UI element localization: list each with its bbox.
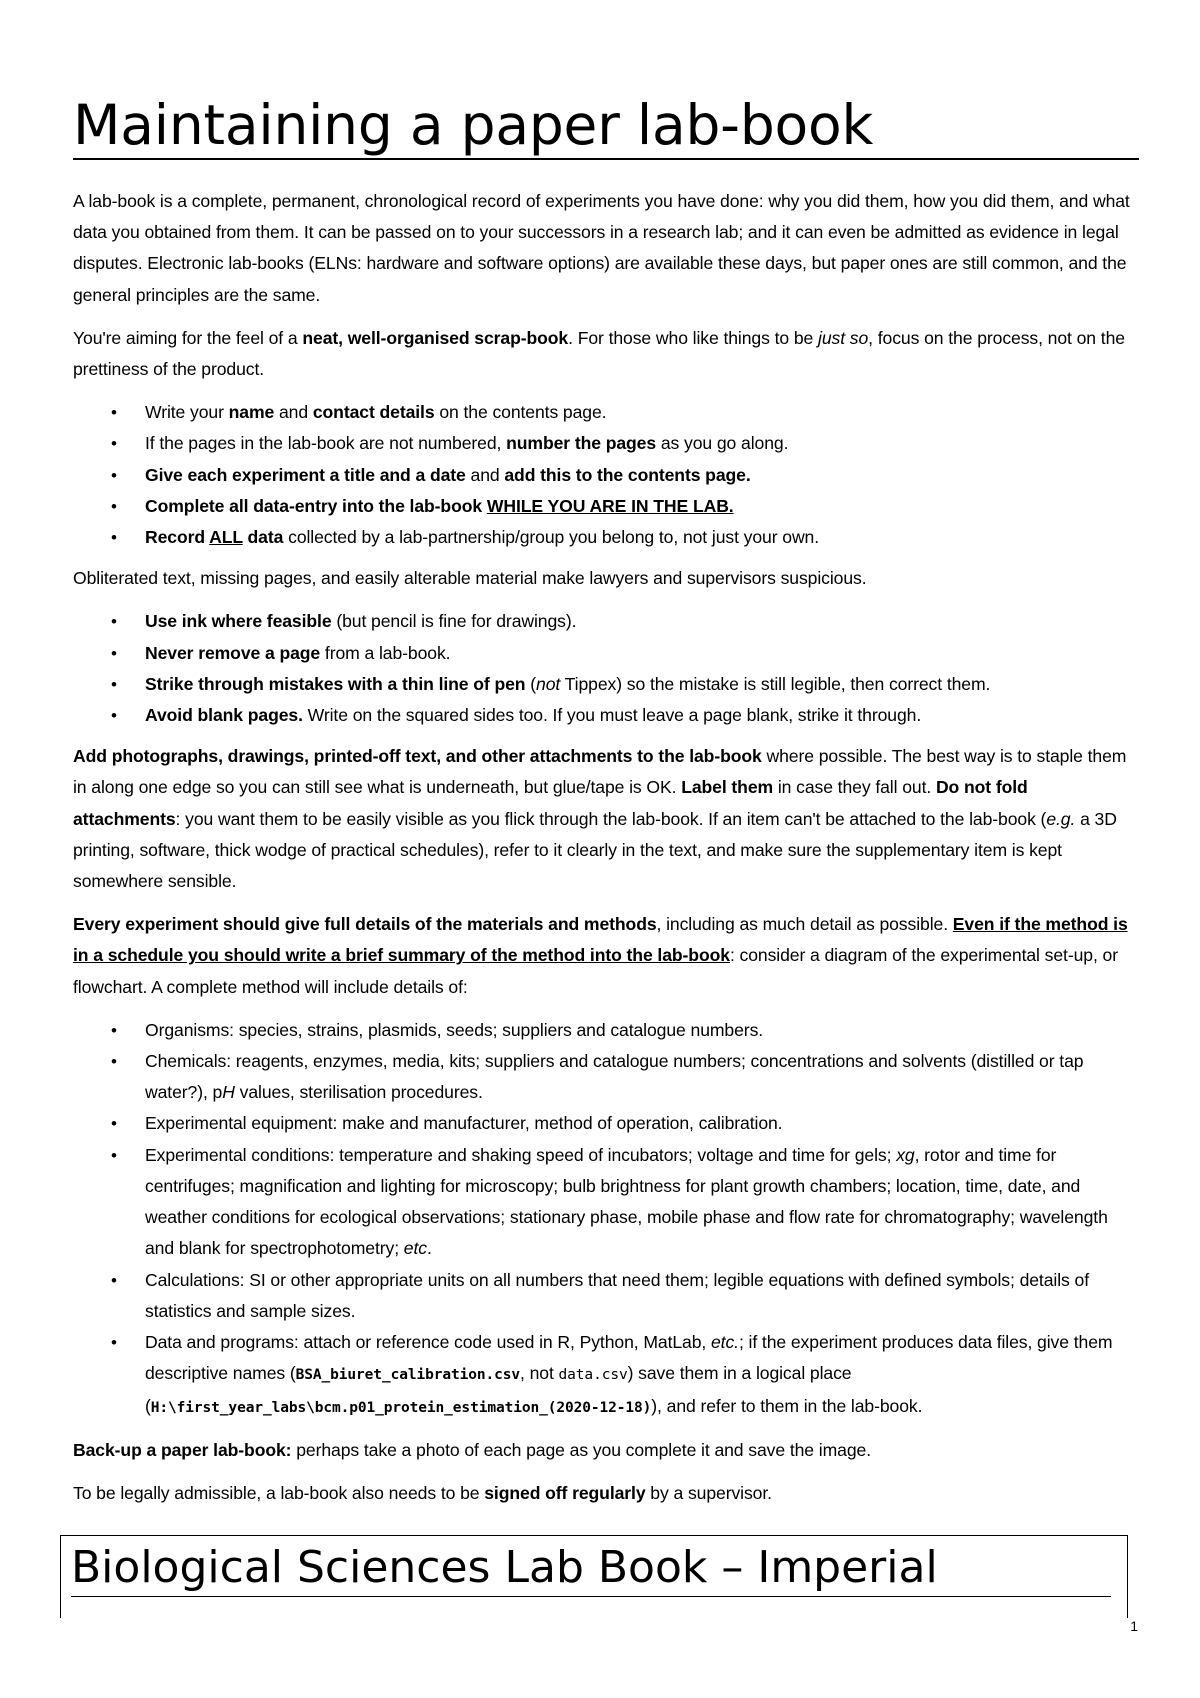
list-item: • If the pages in the lab-book are not numbered, number the pages as you go along. [73, 428, 1139, 459]
list-item: • Calculations: SI or other appropriate units on all numbers that need them; legible equations with defined symbols; details of statistics and sample sizes. [73, 1265, 1139, 1327]
backup-paragraph: Back-up a paper lab-book: perhaps take a photo of each page as you complete it and save the image. [73, 1439, 871, 1460]
page-title: Maintaining a paper lab-book [73, 92, 1139, 160]
list-item: • Give each experiment a title and a date and add this to the contents page. [73, 460, 1139, 491]
list-item: • Use ink where feasible (but pencil is fine for drawings). [73, 606, 1139, 637]
list-item: • Strike through mistakes with a thin line of pen (not Tippex) so the mistake is still legible, then correct them. [73, 669, 1139, 700]
list-item: • Chemicals: reagents, enzymes, media, kits; suppliers and catalogue numbers; concentrations and solvents (distilled or tap water?), pH values, sterilisation procedures. [73, 1046, 1139, 1108]
basics-list [73, 397, 1139, 553]
list-item: • Experimental conditions: temperature and shaking speed of incubators; voltage and time for gels; xg, rotor and time for centrifuges; magnification and lighting for microscopy; bulb brightness for plant growth chambers; location, time, date, and weather conditions for ecological observations; stationary phase, mobile phase and flow rate for chromatography; wavelength and blank for spectrophotometry; etc. [73, 1140, 1139, 1265]
italic-run: just so [818, 327, 869, 348]
list-item: • Organisms: species, strains, plasmids, seeds; suppliers and catalogue numbers. [73, 1015, 1139, 1046]
suspicion-paragraph: Obliterated text, missing pages, and easily alterable material make lawyers and supervisors suspicious. [73, 568, 867, 589]
list-item: • Avoid blank pages. Write on the squared sides too. If you must leave a page blank, strike it through. [73, 700, 1139, 731]
list-item: • Write your name and contact details on the contents page. [73, 397, 1139, 428]
list-item: • Never remove a page from a lab-book. [73, 638, 1139, 669]
ink-list [73, 606, 1139, 731]
signoff-paragraph: To be legally admissible, a lab-book also needs to be signed off regularly by a supervisor. [73, 1482, 772, 1503]
list-item: • Experimental equipment: make and manufacturer, method of operation, calibration. [73, 1108, 1139, 1139]
text-run: You're aiming for the feel of a [73, 327, 303, 348]
text-run: , focus on the process, not on the prettiness of the product. [73, 327, 1125, 380]
page-number: 1 [1130, 1618, 1138, 1634]
bold-run: neat, well-organised scrap-book [302, 327, 569, 348]
attachments-paragraph: Add photographs, drawings, printed-off text, and other attachments to the lab-book where possible. The best way is to staple them in along one edge so you can still see what is underneath, but glue/tape is OK. Label them in case they fall out. Do not fold attachments: you want them to be easily visible as you flick through the lab-book. If an item can't be attached to the lab-book (e.g. a 3D printing, software, thick wodge of practical schedules), refer to it clearly in the text, and make sure the supplementary item is kept somewhere sensible. [73, 746, 1127, 892]
list-item: • Record ALL data collected by a lab-partnership/group you belong to, not just your own. [73, 522, 1139, 553]
list-item: • Complete all data-entry into the lab-book WHILE YOU ARE IN THE LAB. [73, 491, 1139, 522]
method-details-list [73, 1015, 1139, 1425]
text-run: . For those who like things to be [568, 327, 819, 348]
intro-paragraph: A lab-book is a complete, permanent, chronological record of experiments you have done: why you did them, how you did them, and what data you obtained from them. It can be passed on to your successors in a research lab; and it can even be admitted as evidence in legal disputes. Electronic lab-books (ELNs: hardware and software options) are available these days, but paper ones are still common, and the general principles are the same. [73, 191, 1130, 305]
section-heading-box [60, 1535, 1128, 1618]
methods-paragraph: Every experiment should give full details of the materials and methods, including as much detail as possible. Even if the method is in a schedule you should write a brief summary of the method into the lab-book: consider a diagram of the experimental set-up, or flowchart. A complete method will include details of: [73, 914, 1128, 997]
list-item: • Data and programs: attach or reference code used in R, Python, MatLab, etc.; if the experiment produces data files, give them descriptive names (BSA_biuret_calibration.csv, not data.csv) save them in a logical place (H:\first_year_labs\bcm.p01_protein_estimation_(2020-12-18)), and refer to them in the lab-book. [73, 1327, 1139, 1425]
scrapbook-paragraph [73, 323, 1139, 385]
section-heading: Biological Sciences Lab Book – Imperial [71, 1540, 1111, 1597]
document-body [73, 186, 1139, 1521]
